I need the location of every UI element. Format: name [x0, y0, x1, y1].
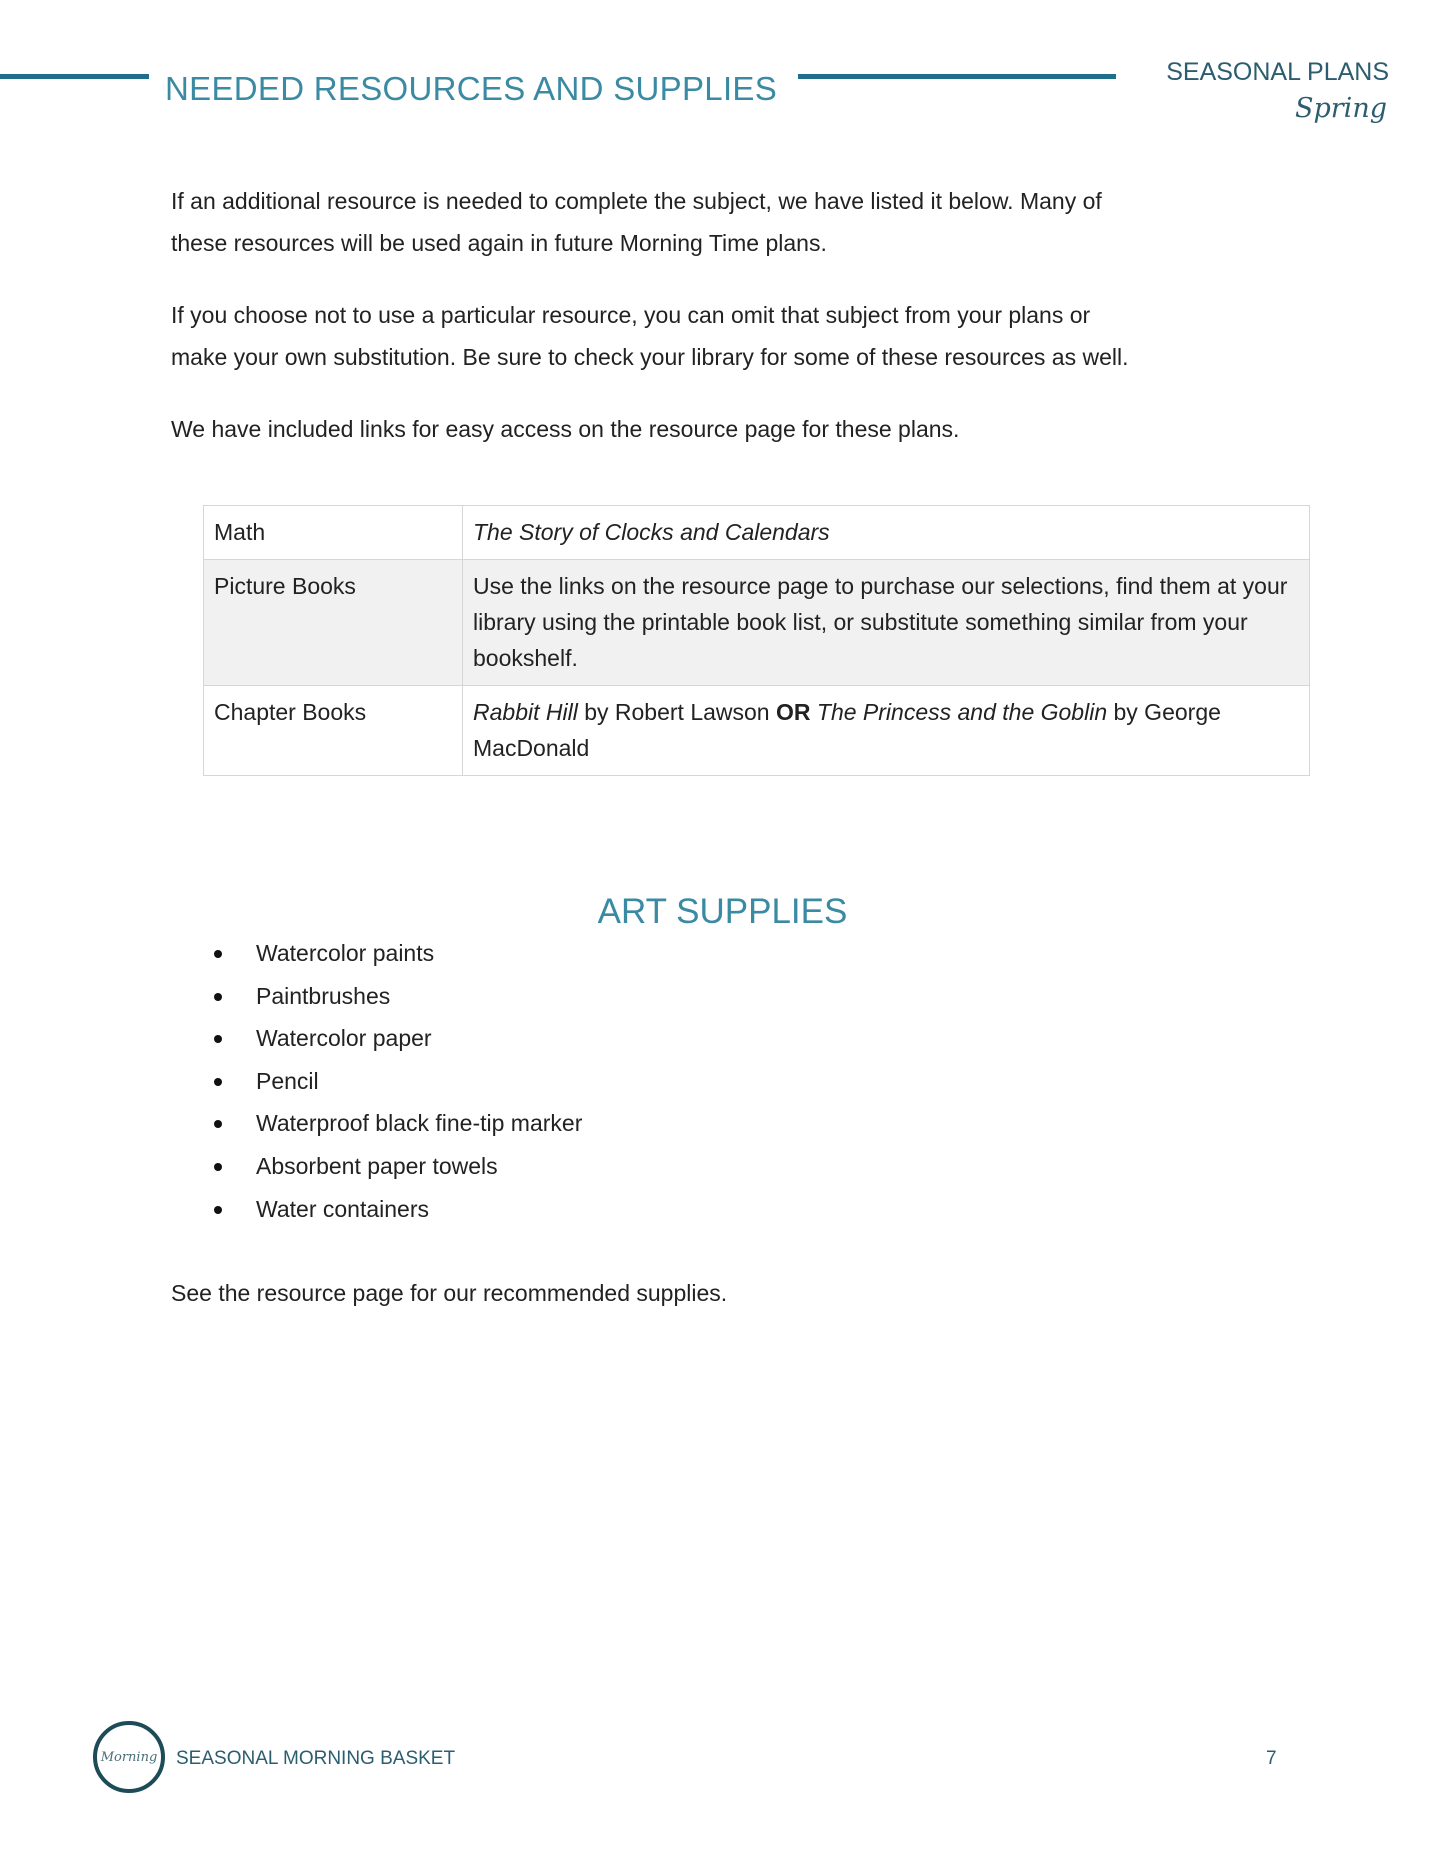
- text-line: make your own substitution. Be sure to check your library for some of these resources as well.: [171, 344, 1129, 370]
- subject-cell: Chapter Books: [204, 686, 463, 776]
- item-label: Pencil: [256, 1067, 319, 1094]
- series-label: SEASONAL PLANS: [1166, 58, 1389, 86]
- text-line: these resources will be used again in future Morning Time plans.: [171, 230, 827, 256]
- resource-cell: [463, 506, 1310, 560]
- table-row: [204, 506, 1310, 560]
- list-item: [200, 1060, 582, 1103]
- bullet-icon: [214, 1206, 222, 1214]
- book-title: The Story of Clocks and Calendars: [473, 519, 830, 545]
- list-item: [200, 1102, 582, 1145]
- text-line: If you choose not to use a particular resource, you can omit that subject from your plans or: [171, 302, 1091, 328]
- table-row: [204, 686, 1310, 776]
- list-item: [200, 932, 582, 975]
- header-rule-left: [0, 74, 149, 79]
- text-line: We have included links for easy access on the resource page for these plans.: [171, 416, 960, 442]
- bullet-icon: [214, 1035, 222, 1043]
- item-label: Absorbent paper towels: [256, 1152, 498, 1179]
- intro-paragraph-2: [171, 294, 1128, 378]
- page-number: 7: [1266, 1748, 1277, 1769]
- bullet-icon: [214, 950, 222, 958]
- resource-cell: [463, 686, 1310, 776]
- text-line: If an additional resource is needed to complete the subject, we have listed it below. Many of: [171, 188, 1102, 214]
- art-supplies-heading: ART SUPPLIES: [597, 892, 848, 931]
- table-row: [204, 560, 1310, 686]
- subject-cell: Picture Books: [204, 560, 463, 686]
- or-text: OR: [776, 699, 811, 725]
- resource-cell: Use the links on the resource page to purchase our selections, find them at your library using the printable book list, or substitute something similar from your bookshelf.: [463, 560, 1310, 686]
- intro-paragraph-1: [171, 180, 1102, 264]
- item-label: Waterproof black fine-tip marker: [256, 1110, 583, 1137]
- bullet-icon: [214, 993, 222, 1001]
- book-title: Rabbit Hill: [473, 699, 578, 725]
- brand-logo: [93, 1721, 165, 1793]
- author-text: by Robert Lawson: [577, 699, 776, 725]
- list-item: [200, 975, 582, 1018]
- season-label: Spring: [1295, 93, 1387, 124]
- logo-text: Morning: [100, 1749, 158, 1765]
- subject-cell: Math: [204, 506, 463, 560]
- item-label: Watercolor paper: [256, 1025, 432, 1052]
- list-item: [200, 1017, 582, 1060]
- supplies-note: See the resource page for our recommended supplies.: [171, 1280, 728, 1306]
- item-label: Paintbrushes: [256, 982, 391, 1009]
- list-item: [200, 1188, 582, 1231]
- item-label: Watercolor paints: [256, 940, 435, 966]
- intro-paragraph-3: [171, 408, 959, 450]
- bullet-icon: [214, 1163, 222, 1171]
- author-text: by George MacDonald: [473, 699, 1221, 761]
- page-title: NEEDED RESOURCES AND SUPPLIES: [165, 70, 778, 107]
- book-title: The Princess and the Goblin: [810, 699, 1108, 725]
- item-label: Water containers: [256, 1195, 429, 1222]
- bullet-icon: [214, 1120, 222, 1128]
- footer-brand: SEASONAL MORNING BASKET: [176, 1748, 456, 1769]
- resources-table: [203, 505, 1310, 776]
- bullet-icon: [214, 1078, 222, 1086]
- list-item: [200, 1145, 582, 1188]
- art-supplies-list: [200, 932, 582, 1230]
- header-rule-right: [798, 74, 1116, 79]
